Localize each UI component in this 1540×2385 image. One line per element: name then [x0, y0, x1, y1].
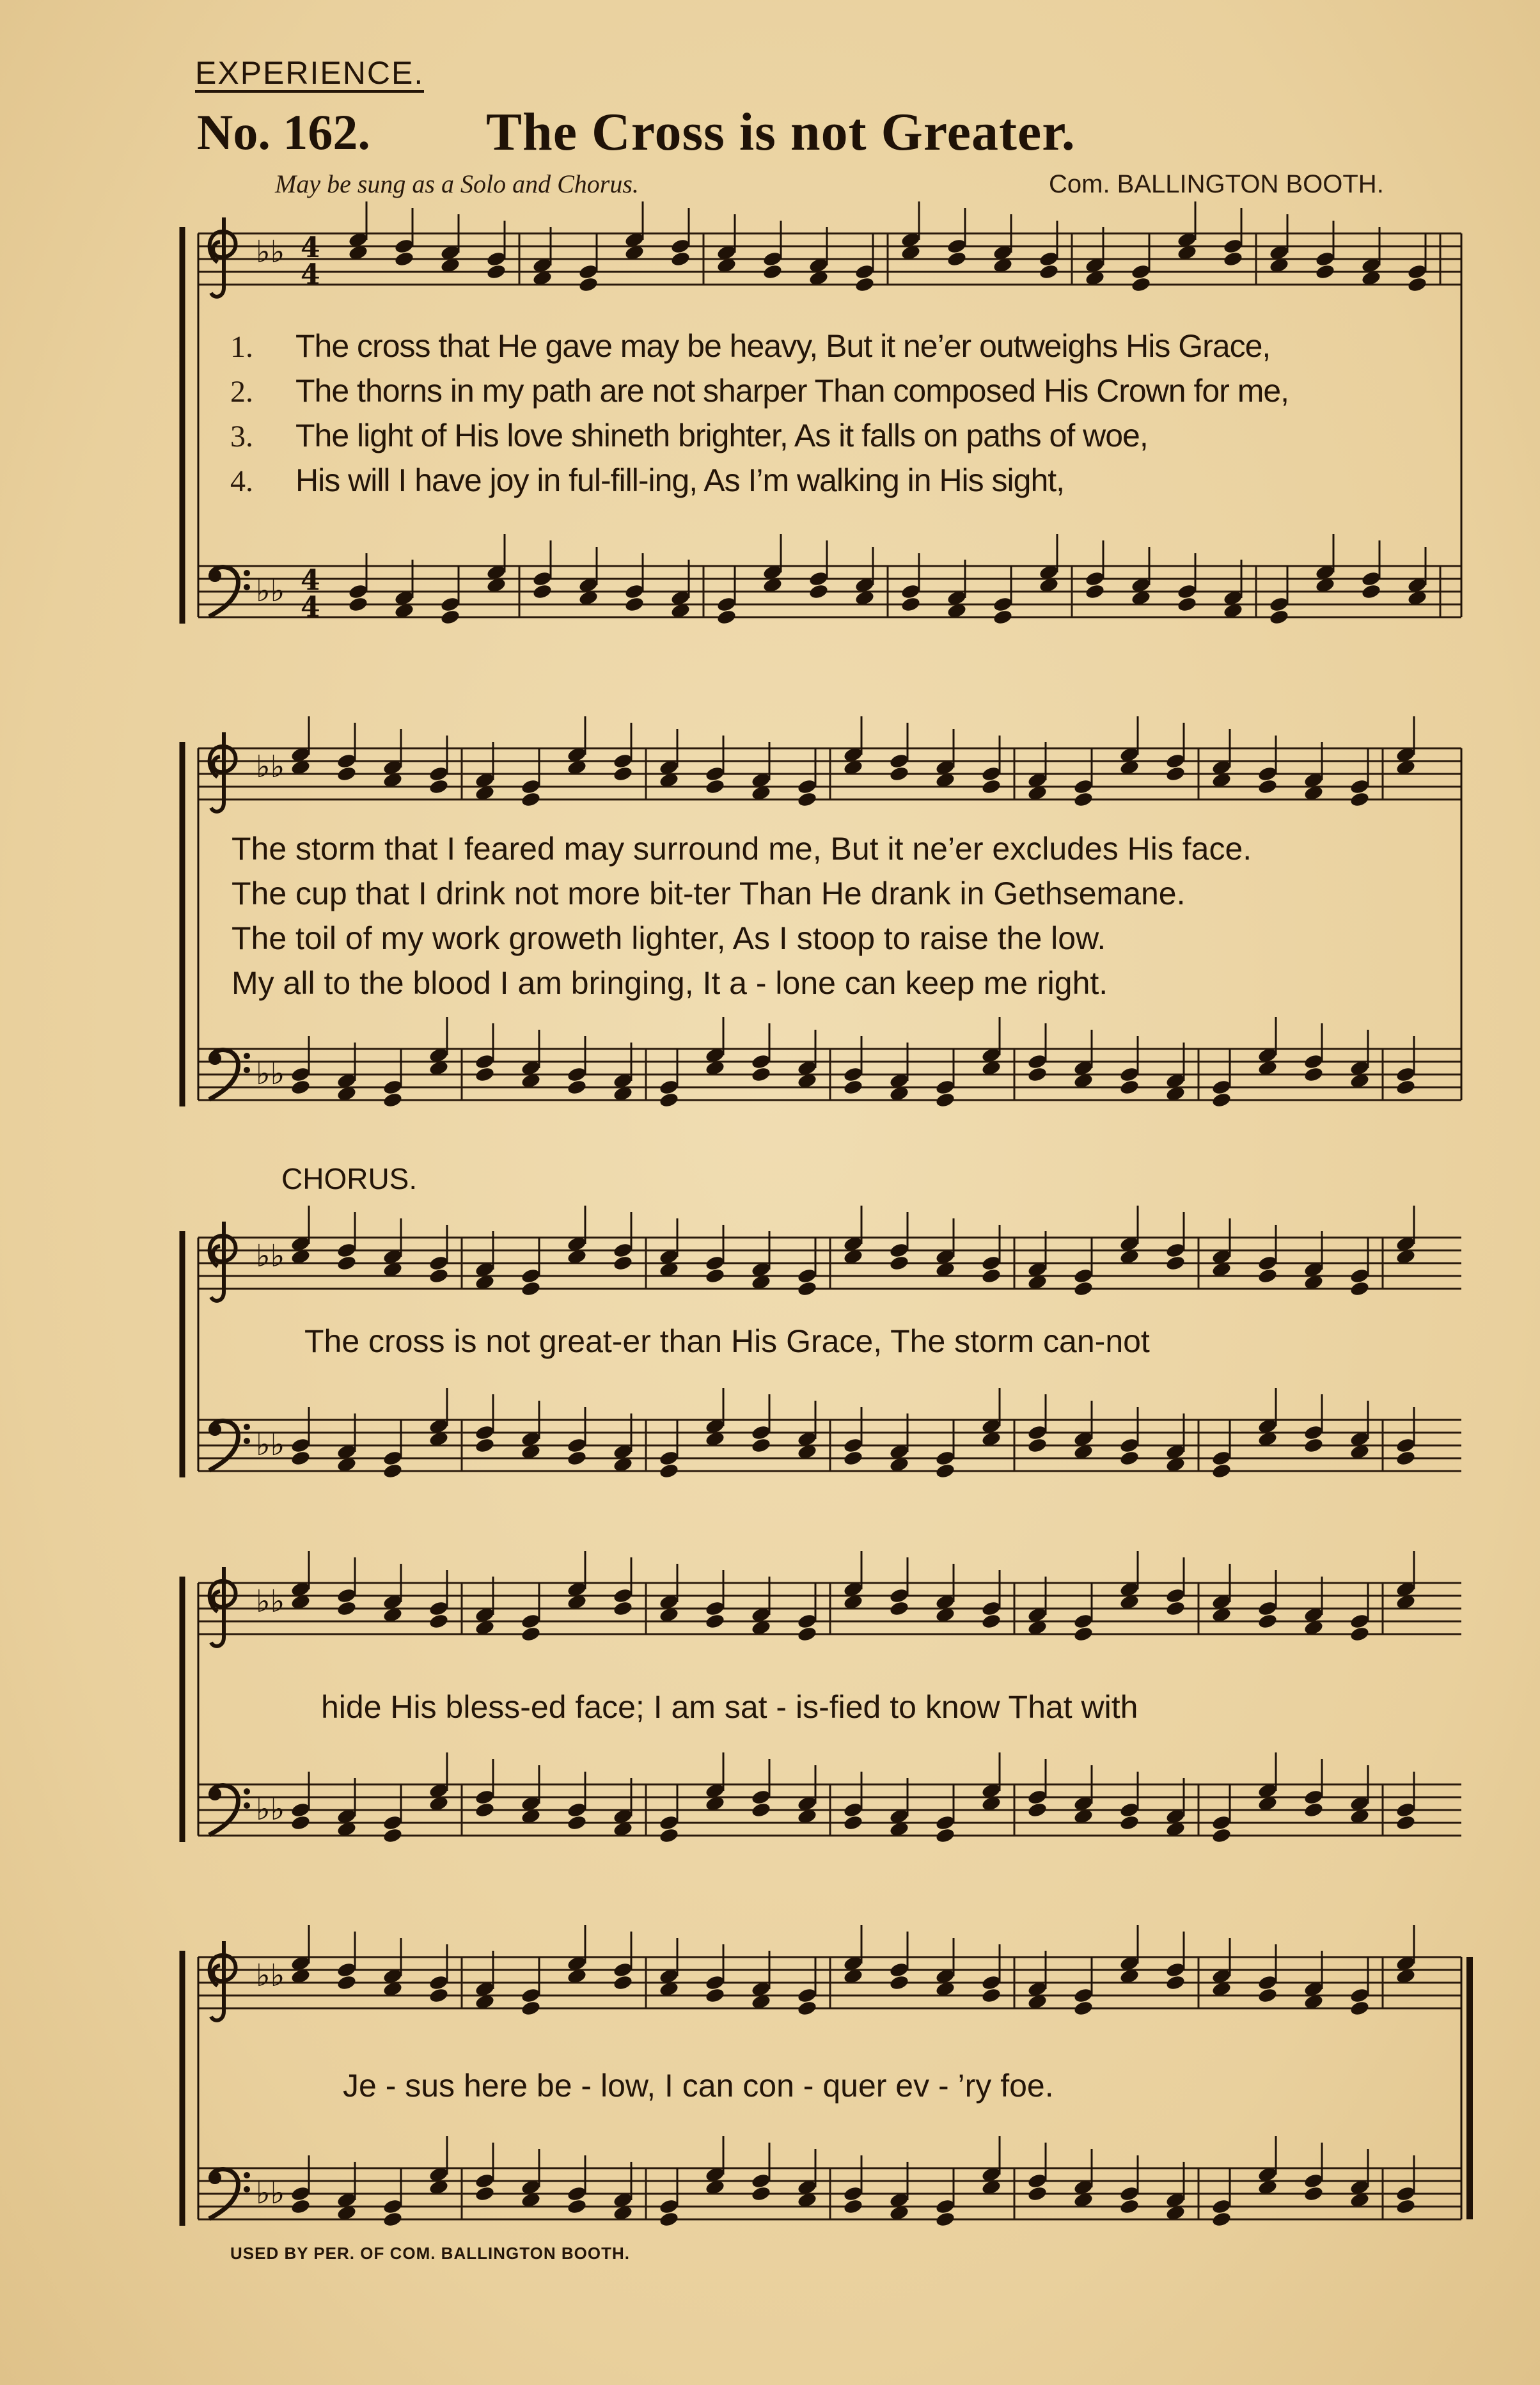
verse-2-line-b: The cup that I drink not more bit-ter Than He drank in Gethsemane. — [232, 876, 1186, 911]
note-head — [521, 1613, 541, 1630]
note-head — [1085, 571, 1105, 587]
note-head — [981, 1974, 1002, 1991]
svg-text:♭♭: ♭♭ — [256, 234, 285, 270]
note-head — [1257, 1987, 1278, 2004]
note-head — [1349, 791, 1370, 808]
note-head — [1223, 251, 1243, 267]
verse-number-3: 3. — [230, 420, 253, 453]
note-head — [797, 1280, 817, 1297]
note-head — [1177, 596, 1197, 613]
note-head — [705, 778, 725, 795]
svg-text:♭♭: ♭♭ — [256, 573, 285, 609]
note-head — [900, 583, 921, 600]
note-head — [290, 1066, 311, 1083]
note-head — [1119, 1079, 1140, 1096]
note-head — [854, 264, 875, 280]
system1-treble — [198, 233, 1461, 285]
note-head — [613, 1587, 633, 1604]
note-head — [1303, 1053, 1324, 1070]
note-head — [486, 251, 507, 267]
note-head — [751, 1789, 771, 1806]
note-head — [428, 1974, 449, 1991]
note-head — [1257, 1613, 1278, 1630]
note-head — [889, 1962, 909, 1978]
note-head — [382, 1827, 403, 1844]
note-head — [428, 1600, 449, 1617]
note-head — [751, 1424, 771, 1441]
note-head — [1211, 2198, 1232, 2215]
note-head — [1349, 1268, 1370, 1284]
note-head — [981, 766, 1002, 782]
note-head — [1395, 1450, 1416, 1467]
note-head — [1257, 1268, 1278, 1284]
note-head — [1303, 1789, 1324, 1806]
note-head — [981, 778, 1002, 795]
note-head — [394, 251, 414, 267]
note-head — [428, 778, 449, 795]
note-head — [854, 276, 875, 293]
performance-note: May be sung as a Solo and Chorus. — [275, 169, 639, 198]
note-head — [475, 1802, 495, 1818]
note-head — [1165, 1962, 1186, 1978]
svg-text:♭♭: ♭♭ — [256, 1584, 285, 1619]
note-head — [935, 1092, 955, 1108]
composer-credit: Com. BALLINGTON BOOTH. — [1049, 170, 1384, 198]
note-head — [1165, 1600, 1186, 1617]
note-head — [624, 583, 645, 600]
note-head — [889, 1255, 909, 1271]
note-head — [751, 1053, 771, 1070]
hymn-title: The Cross is not Greater. — [486, 102, 1076, 162]
note-head — [1211, 1079, 1232, 1096]
svg-text:♭♭: ♭♭ — [256, 1958, 285, 1994]
verse-1-line-b: The storm that I feared may surround me, But it ne’er excludes His face. — [232, 831, 1252, 867]
note-head — [532, 583, 553, 600]
note-head — [1119, 2185, 1140, 2202]
note-head — [1027, 1437, 1048, 1454]
svg-text:♭♭: ♭♭ — [256, 1056, 285, 1092]
note-head — [348, 596, 368, 613]
note-head — [1395, 1079, 1416, 1096]
note-head — [659, 2198, 679, 2215]
note-head — [935, 1827, 955, 1844]
note-head — [1303, 2173, 1324, 2189]
svg-text:♭♭: ♭♭ — [256, 1238, 285, 1274]
note-head — [1257, 778, 1278, 795]
note-head — [382, 1463, 403, 1479]
note-head — [705, 766, 725, 782]
note-head — [613, 766, 633, 782]
svg-text:4: 4 — [301, 258, 320, 291]
note-head — [1177, 583, 1197, 600]
note-head — [486, 264, 507, 280]
note-head — [889, 753, 909, 769]
note-head — [1027, 1802, 1048, 1818]
note-head — [1395, 2198, 1416, 2215]
note-head — [1395, 1437, 1416, 1454]
note-head — [336, 1974, 357, 1991]
note-head — [935, 1450, 955, 1467]
note-head — [1211, 1450, 1232, 1467]
note-head — [843, 1802, 863, 1818]
note-head — [1119, 1814, 1140, 1831]
note-head — [578, 276, 599, 293]
note-head — [1303, 1437, 1324, 1454]
note-head — [705, 1600, 725, 1617]
note-head — [1407, 276, 1427, 293]
note-head — [1257, 1600, 1278, 1617]
note-head — [751, 1437, 771, 1454]
note-head — [993, 609, 1013, 626]
note-head — [981, 1987, 1002, 2004]
note-head — [1039, 251, 1059, 267]
svg-text:4: 4 — [301, 591, 320, 624]
note-head — [762, 264, 783, 280]
verse-3-line-b: The toil of my work groweth lighter, As I stoop to raise the low. — [232, 920, 1106, 956]
note-head — [336, 1242, 357, 1259]
note-head — [290, 2198, 311, 2215]
note-head — [428, 766, 449, 782]
note-head — [1119, 1437, 1140, 1454]
note-head — [981, 1613, 1002, 1630]
note-head — [624, 596, 645, 613]
note-head — [1119, 1450, 1140, 1467]
note-head — [843, 1066, 863, 1083]
note-head — [1211, 2211, 1232, 2228]
note-head — [290, 1802, 311, 1818]
note-head — [1303, 1424, 1324, 1441]
note-head — [1039, 264, 1059, 280]
note-head — [1361, 571, 1381, 587]
note-head — [797, 778, 817, 795]
note-head — [659, 1814, 679, 1831]
note-head — [428, 1613, 449, 1630]
note-head — [1119, 1802, 1140, 1818]
note-head — [613, 1962, 633, 1978]
note-head — [981, 1268, 1002, 1284]
note-head — [797, 1987, 817, 2004]
verse-number-2: 2. — [230, 375, 253, 409]
note-head — [1257, 1974, 1278, 1991]
note-head — [889, 766, 909, 782]
note-head — [1131, 264, 1151, 280]
note-head — [1257, 766, 1278, 782]
note-head — [1349, 1613, 1370, 1630]
note-head — [705, 1268, 725, 1284]
note-head — [382, 1079, 403, 1096]
note-head — [521, 1268, 541, 1284]
note-head — [659, 1079, 679, 1096]
note-head — [1073, 778, 1094, 795]
note-head — [843, 2198, 863, 2215]
verse-4-line-b: My all to the blood I am bringing, It a - lone can keep me right. — [232, 965, 1108, 1001]
chorus-line-2: hide His bless-ed face; I am sat - is-fied to know That with — [321, 1689, 1138, 1725]
note-head — [382, 2198, 403, 2215]
note-head — [475, 1066, 495, 1083]
note-head — [382, 2211, 403, 2228]
note-head — [521, 1280, 541, 1297]
note-head — [900, 596, 921, 613]
note-head — [382, 1814, 403, 1831]
verse-number-4: 4. — [230, 464, 253, 498]
note-head — [1407, 264, 1427, 280]
note-head — [705, 1987, 725, 2004]
note-head — [1269, 596, 1289, 613]
note-head — [428, 1987, 449, 2004]
note-head — [1165, 1587, 1186, 1604]
note-head — [290, 1814, 311, 1831]
note-head — [1027, 1066, 1048, 1083]
note-head — [1395, 1814, 1416, 1831]
note-head — [797, 1626, 817, 1642]
note-head — [521, 778, 541, 795]
note-head — [947, 251, 967, 267]
svg-text:♭♭: ♭♭ — [256, 1427, 285, 1463]
note-head — [613, 1242, 633, 1259]
verse-4-line-a: His will I have joy in ful-fill-ing, As I’m walking in His sight, — [295, 462, 1065, 498]
note-head — [659, 1092, 679, 1108]
note-head — [1119, 2198, 1140, 2215]
note-head — [428, 1255, 449, 1271]
note-head — [659, 1827, 679, 1844]
note-head — [567, 2198, 587, 2215]
note-head — [843, 1079, 863, 1096]
note-head — [981, 1600, 1002, 1617]
note-head — [1165, 766, 1186, 782]
note-head — [613, 1255, 633, 1271]
hymn-number: No. 162. — [197, 104, 370, 160]
note-head — [751, 1802, 771, 1818]
note-head — [1211, 1827, 1232, 1844]
note-head — [336, 753, 357, 769]
note-head — [475, 2185, 495, 2202]
note-head — [1165, 1242, 1186, 1259]
note-head — [567, 1079, 587, 1096]
note-head — [1315, 251, 1335, 267]
svg-text:♭♭: ♭♭ — [256, 749, 285, 785]
note-head — [475, 2173, 495, 2189]
note-head — [705, 1613, 725, 1630]
note-head — [521, 2000, 541, 2017]
note-head — [336, 766, 357, 782]
note-head — [1131, 276, 1151, 293]
note-head — [567, 1437, 587, 1454]
note-head — [1073, 2000, 1094, 2017]
note-head — [1073, 1987, 1094, 2004]
note-head — [521, 1987, 541, 2004]
note-head — [808, 583, 829, 600]
chorus-label: CHORUS. — [281, 1162, 418, 1195]
note-head — [659, 1450, 679, 1467]
note-head — [1073, 1280, 1094, 1297]
verse-1-line-a: The cross that He gave may be heavy, But it ne’er outweighs His Grace, — [295, 328, 1271, 364]
note-head — [797, 1268, 817, 1284]
note-head — [475, 1053, 495, 1070]
note-head — [1027, 1424, 1048, 1441]
note-head — [567, 1066, 587, 1083]
note-head — [1361, 583, 1381, 600]
note-head — [336, 1600, 357, 1617]
note-head — [889, 1600, 909, 1617]
note-head — [935, 2211, 955, 2228]
verse-3-line-a: The light of His love shineth brighter, As it falls on paths of woe, — [295, 418, 1148, 453]
note-head — [1303, 2185, 1324, 2202]
note-head — [843, 1814, 863, 1831]
note-head — [981, 1255, 1002, 1271]
note-head — [1073, 1613, 1094, 1630]
note-head — [716, 596, 737, 613]
note-head — [808, 571, 829, 587]
note-head — [290, 2185, 311, 2202]
note-head — [889, 1974, 909, 1991]
chorus-line-1: The cross is not great-er than His Grace, The storm can-not — [304, 1323, 1150, 1359]
note-head — [1165, 753, 1186, 769]
note-head — [1027, 2185, 1048, 2202]
note-head — [1119, 1066, 1140, 1083]
note-head — [1027, 1789, 1048, 1806]
note-head — [935, 1079, 955, 1096]
note-head — [889, 1587, 909, 1604]
note-head — [1223, 238, 1243, 255]
note-head — [613, 1974, 633, 1991]
note-head — [290, 1450, 311, 1467]
note-head — [440, 596, 460, 613]
note-head — [889, 1242, 909, 1259]
note-head — [935, 2198, 955, 2215]
note-head — [705, 1974, 725, 1991]
verse-number-1: 1. — [230, 330, 253, 364]
permission-footer: USED BY PER. OF COM. BALLINGTON BOOTH. — [230, 2244, 630, 2263]
note-head — [567, 1450, 587, 1467]
note-head — [1073, 1268, 1094, 1284]
note-head — [935, 1463, 955, 1479]
note-head — [440, 609, 460, 626]
note-head — [1269, 609, 1289, 626]
svg-text:4: 4 — [301, 232, 320, 264]
note-head — [1349, 778, 1370, 795]
note-head — [521, 1626, 541, 1642]
note-head — [935, 1814, 955, 1831]
note-head — [947, 238, 967, 255]
note-head — [1211, 1463, 1232, 1479]
note-head — [1395, 1066, 1416, 1083]
note-head — [1257, 1255, 1278, 1271]
note-head — [1349, 2000, 1370, 2017]
note-head — [797, 791, 817, 808]
note-head — [751, 2185, 771, 2202]
note-head — [1349, 1987, 1370, 2004]
note-head — [843, 1450, 863, 1467]
note-head — [336, 1962, 357, 1978]
note-head — [1027, 1053, 1048, 1070]
note-head — [613, 753, 633, 769]
note-head — [532, 571, 553, 587]
note-head — [751, 1066, 771, 1083]
note-head — [762, 251, 783, 267]
note-head — [613, 1600, 633, 1617]
note-head — [797, 2000, 817, 2017]
note-head — [1303, 1802, 1324, 1818]
note-head — [751, 2173, 771, 2189]
note-head — [336, 1587, 357, 1604]
note-head — [578, 264, 599, 280]
note-head — [993, 596, 1013, 613]
note-head — [1073, 1626, 1094, 1642]
verse-2-line-a: The thorns in my path are not sharper Than composed His Crown for me, — [295, 373, 1289, 409]
note-head — [843, 2185, 863, 2202]
note-head — [1085, 583, 1105, 600]
note-head — [290, 1079, 311, 1096]
svg-text:♭♭: ♭♭ — [256, 1791, 285, 1827]
note-head — [716, 609, 737, 626]
note-head — [382, 1450, 403, 1467]
note-head — [1349, 1626, 1370, 1642]
note-head — [670, 238, 691, 255]
note-head — [1315, 264, 1335, 280]
note-head — [705, 1255, 725, 1271]
note-head — [475, 1437, 495, 1454]
note-head — [475, 1424, 495, 1441]
note-head — [659, 2211, 679, 2228]
note-head — [1303, 1066, 1324, 1083]
svg-text:4: 4 — [301, 564, 320, 597]
note-head — [567, 2185, 587, 2202]
note-head — [567, 1802, 587, 1818]
note-head — [1349, 1280, 1370, 1297]
section-heading: EXPERIENCE. — [195, 56, 424, 93]
note-head — [428, 1268, 449, 1284]
note-head — [382, 1092, 403, 1108]
svg-text:♭♭: ♭♭ — [256, 2175, 285, 2211]
note-head — [290, 1437, 311, 1454]
note-head — [521, 791, 541, 808]
note-head — [1165, 1255, 1186, 1271]
note-head — [1165, 1974, 1186, 1991]
note-head — [394, 238, 414, 255]
chorus-line-3: Je - sus here be - low, I can con - quer ev - ’ry foe. — [343, 2068, 1054, 2104]
note-head — [475, 1789, 495, 1806]
note-head — [1211, 1814, 1232, 1831]
note-head — [1211, 1092, 1232, 1108]
note-head — [797, 1613, 817, 1630]
note-head — [348, 583, 368, 600]
note-head — [1395, 1802, 1416, 1818]
note-head — [1027, 2173, 1048, 2189]
note-head — [670, 251, 691, 267]
note-head — [567, 1814, 587, 1831]
note-head — [843, 1437, 863, 1454]
note-head — [1395, 2185, 1416, 2202]
note-head — [1073, 791, 1094, 808]
note-head — [659, 1463, 679, 1479]
note-head — [336, 1255, 357, 1271]
